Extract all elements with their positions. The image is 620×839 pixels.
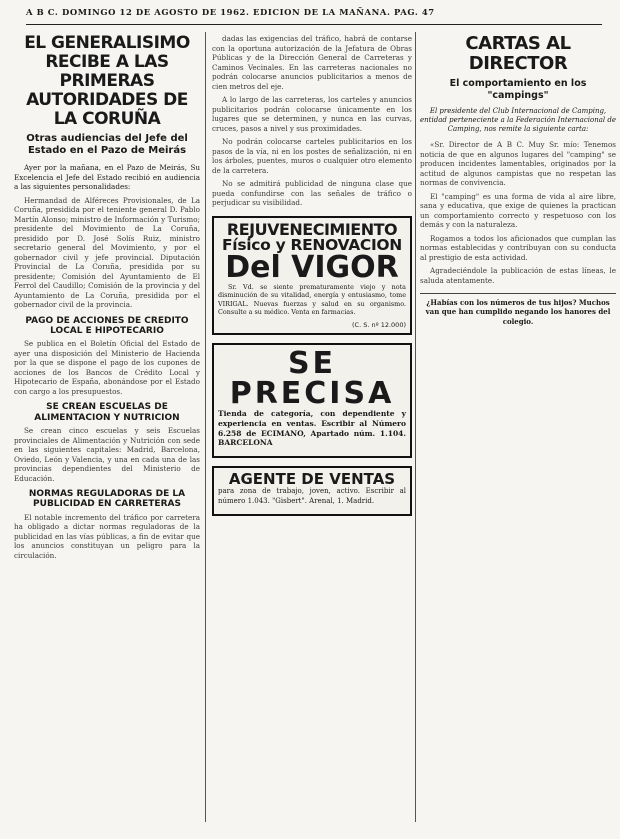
ad-code: (C. S. nº 12.000) <box>352 320 406 329</box>
column-middle <box>212 34 412 829</box>
ad-title: REJUVENECIMIENTO <box>226 219 398 239</box>
advertisement-vigor <box>212 216 412 335</box>
main-subhead: Otras audiencias del Jefe del Estado en el Pazo de Meirás <box>26 133 188 157</box>
column-left <box>14 34 200 829</box>
ad-title: AGENTE DE VENTAS <box>228 470 396 489</box>
article-paragraph: Ayer por la mañana, en el Pazo de Meirás, Su Excelencia el Jefe del Estado recibió en audiencia a las siguientes personalidades: <box>14 163 200 192</box>
article-paragraph: «Sr. Director de A B C. Muy Sr. mío: Tenemos noticia de que en algunos lugares del "camping" se producen incidentes lamentables, originados por la actitud de algunos campistas que no respetan las normas de convivencia. <box>420 140 616 188</box>
article-paragraph: Se publica en el Boletín Oficial del Estado de ayer una disposición del Ministerio de Hacienda por la que se dispone el pago de los cupones de acciones de los Bancos de Crédito Local y Hipotecario de España, abonándose por el Estado con cargo a los presupuestos. <box>14 339 200 396</box>
advertisement-se-precisa <box>212 343 412 459</box>
article-paragraph: Se crean cinco escuelas y seis Escuelas provinciales de Alimentación y Nutrición con sede en las siguientes capitales: Madrid, Barcelona, Oviedo, León y Valencia, y una en cada una de las provincias dependientes del Ministerio de Educación. <box>14 426 200 483</box>
section-heading: PAGO DE ACCIONES DE CREDITO LOCAL E HIPOTECARIO <box>25 315 189 336</box>
article-paragraph: No se admitirá publicidad de ninguna clase que pueda confundirse con las señales de tráfico o perjudicar su visibilidad. <box>212 179 412 207</box>
ad-title: Del VIGOR <box>225 250 399 285</box>
ad-body: Sr. Vd. se siente prematuramente viejo y nota disminución de su vitalidad, energía y entusiasmo, tome VIRIGAL. Nuevas fuerzas y salud en su organismo. Consulte a su médico. Venta en farmacias. <box>218 283 406 317</box>
ad-body: Tienda de categoría, con dependiente y experiencia en ventas. Escribir al Número 6.258 de ECIMANO, Apartado núm. 1.104. BARCELONA <box>218 408 406 448</box>
letters-subhead: El comportamiento en los "campings" <box>449 78 587 101</box>
article-paragraph: El "camping" es una forma de vida al aire libre, sana y educativa, que exige de quienes la practican un comportamiento correcto y respetuoso con los demás y con la naturaleza. <box>420 191 616 230</box>
page-header: A B C. DOMINGO 12 DE AGOSTO DE 1962. EDICION DE LA MAÑANA. PAG. 47 <box>26 4 602 25</box>
section-heading: NORMAS REGULADORAS DE LA PUBLICIDAD EN CARRETERAS <box>28 489 186 510</box>
article-paragraph: No podrán colocarse carteles publicitarios en los pasos de la vía, ni en los postes de señalización, ni en los árboles, puentes, muros o cualquier otro elemento de la carretera. <box>212 137 412 175</box>
ad-body: para zona de trabajo, joven, activo. Escribir al número 1.043. "Gisbert". Arenal, 1. Madrid. <box>218 487 406 505</box>
article-paragraph: Hermandad de Alféreces Provisionales, de La Coruña, presidida por el teniente general D. Pablo Martín Alonso; ministro de Información y Turismo; presidente del Movimiento de La Coruña, presidido por D. José Solís Ruiz, ministro secretario general del Movimiento, y por el gobernador civil y jefe provincial. Diputación Provincial de La Coruña, presidida por su presidente; Comisión del Ayuntamiento de El Ferrol del Caudillo; Comisión de la provincia y del Ayuntamiento de La Coruña, presidida por el gobernador civil de la provincia. <box>14 195 200 310</box>
advertisement-agente <box>212 466 412 515</box>
article-paragraph: Rogamos a todos los aficionados que cumplan las normas establecidas y contribuyan con su conducta al prestigio de esta actividad. <box>420 233 616 262</box>
letters-headline: CARTAS AL DIRECTOR <box>465 34 571 75</box>
column-rule <box>415 32 416 822</box>
article-paragraph: dadas las exigencias del tráfico, habrá de contarse con la oportuna autorización de la Jefatura de Obras Públicas y de la Dirección General de Carreteras y Caminos Vecinales. En las carreteras nacionales no podrán colocarse anuncios publicitarios a menos de cien metros del eje. <box>212 34 412 91</box>
column-right <box>420 34 616 829</box>
section-heading: SE CREAN ESCUELAS DE ALIMENTACION Y NUTRICION <box>34 402 180 423</box>
article-paragraph: El notable incremento del tráfico por carretera ha obligado a dictar normas reguladoras de la publicidad en las vías públicas, a fin de evitar que los anuncios constituyan un peligro para la circulación. <box>14 512 200 560</box>
letters-intro: El presidente del Club Internacional de Camping, entidad perteneciente a la Federación Internacional de Camping, nos remite la siguiente carta: <box>420 107 616 134</box>
bottom-note: ¿Habías con los números de tus hijos? Muchos van que han cumplido negando los hanores del colegio. <box>420 293 616 325</box>
ad-title: SE PRECISA <box>229 345 395 411</box>
article-paragraph: A lo largo de las carreteras, los carteles y anuncios publicitarios podrán colocarse únicamente en los lugares que se determinen, y nunca en las curvas, cruces, pasos a nivel y sus proximidades. <box>212 95 412 133</box>
main-headline: EL GENERALISIMO RECIBE A LAS PRIMERAS AUTORIDADES DE LA CORUÑA <box>24 34 190 130</box>
column-rule <box>205 32 206 822</box>
article-paragraph: Agradeciéndole la publicación de estas líneas, le saluda atentamente. <box>420 266 616 285</box>
ad-title: Físico y RENOVACION <box>222 235 402 254</box>
